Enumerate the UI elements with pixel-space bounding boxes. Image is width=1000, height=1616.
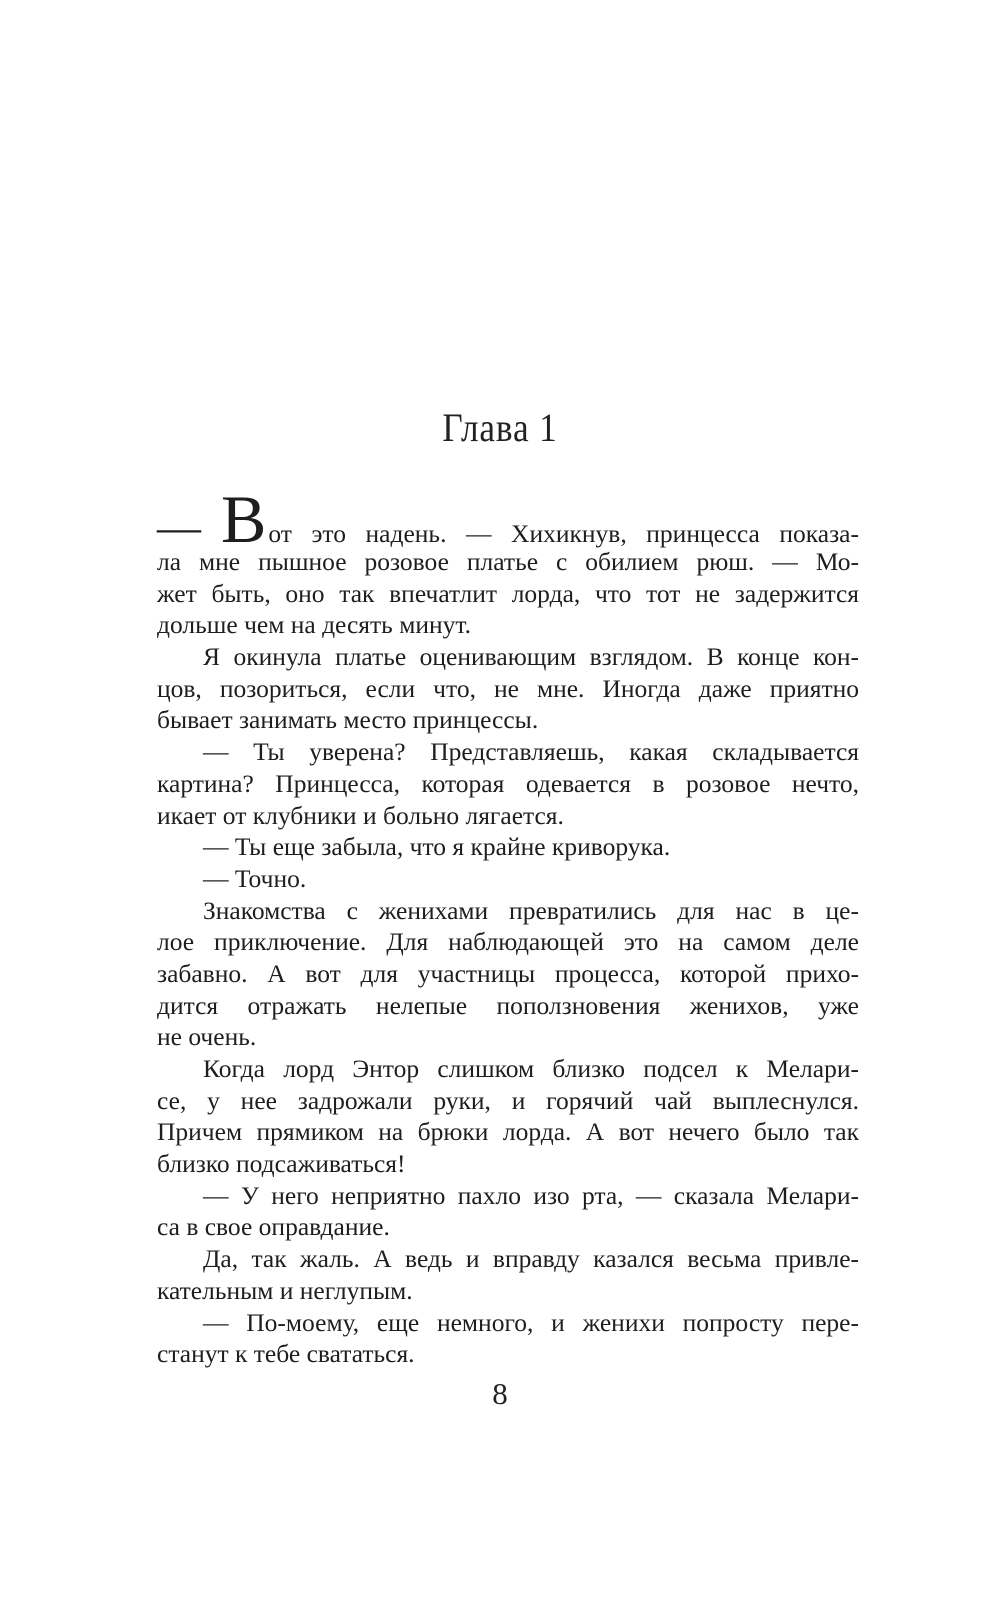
text-line: — По-моему, еще немного, и женихи попросту пере-: [203, 1307, 859, 1337]
drop-cap: В: [221, 481, 267, 557]
text-line: забавно. А вот для участницы процесса, которой прихо-: [157, 958, 859, 988]
text-line: не очень.: [157, 1022, 257, 1052]
text-line: икает от клубники и больно лягается.: [157, 800, 564, 830]
text-line: се, у нее задрожали руки, и горячий чай выплеснулся.: [157, 1085, 859, 1115]
text-line: картина? Принцесса, которая одевается в розовое нечто,: [157, 768, 859, 798]
text-line: Знакомства с женихами превратились для нас в це-: [203, 895, 859, 925]
text-line: Да, так жаль. А ведь и вправду казался весьма привле-: [203, 1244, 859, 1274]
text-line: жет быть, оно так впечатлит лорда, что тот не задержится: [157, 578, 859, 608]
text-line: Причем прямиком на брюки лорда. А вот нечего было так: [157, 1117, 859, 1147]
text-line: — Точно.: [203, 863, 307, 893]
body-text: [157, 481, 859, 1370]
text-line: близко подсаживаться!: [157, 1149, 406, 1179]
text-line: са в свое оправдание.: [157, 1212, 390, 1242]
text-line: цов, позориться, если что, не мне. Иногда даже приятно: [157, 673, 859, 703]
text-line: — Ты уверена? Представляешь, какая складывается: [203, 737, 859, 767]
text-line: бывает занимать место принцессы.: [157, 705, 539, 735]
text-line: кательным и неглупым.: [157, 1275, 413, 1305]
text-line: ла мне пышное розовое платье с обилием рюш. — Мо-: [157, 547, 859, 576]
text-line: станут к тебе свататься.: [157, 1339, 415, 1369]
text-line: дольше чем на десять минут.: [157, 610, 471, 640]
text-line: лое приключение. Для наблюдающей это на самом деле: [157, 927, 859, 957]
text-line: — Ты еще забыла, что я крайне криворука.: [203, 832, 671, 862]
text-line: Я окинула платье оценивающим взглядом. В конце кон-: [203, 642, 859, 672]
first-line-text: от это надень. — Хихикнув, принцесса показа-: [268, 519, 859, 548]
first-line: [157, 481, 859, 557]
text-line: Когда лорд Энтор слишком близко подсел к Мелари-: [203, 1054, 859, 1083]
opening-dash: —: [157, 503, 201, 552]
page-number: 8: [492, 1376, 508, 1411]
text-line: дится отражать нелепые поползновения женихов, уже: [157, 990, 859, 1020]
chapter-title: Глава 1: [442, 405, 558, 450]
text-line: — У него неприятно пахло изо рта, — сказала Мелари-: [203, 1180, 859, 1210]
